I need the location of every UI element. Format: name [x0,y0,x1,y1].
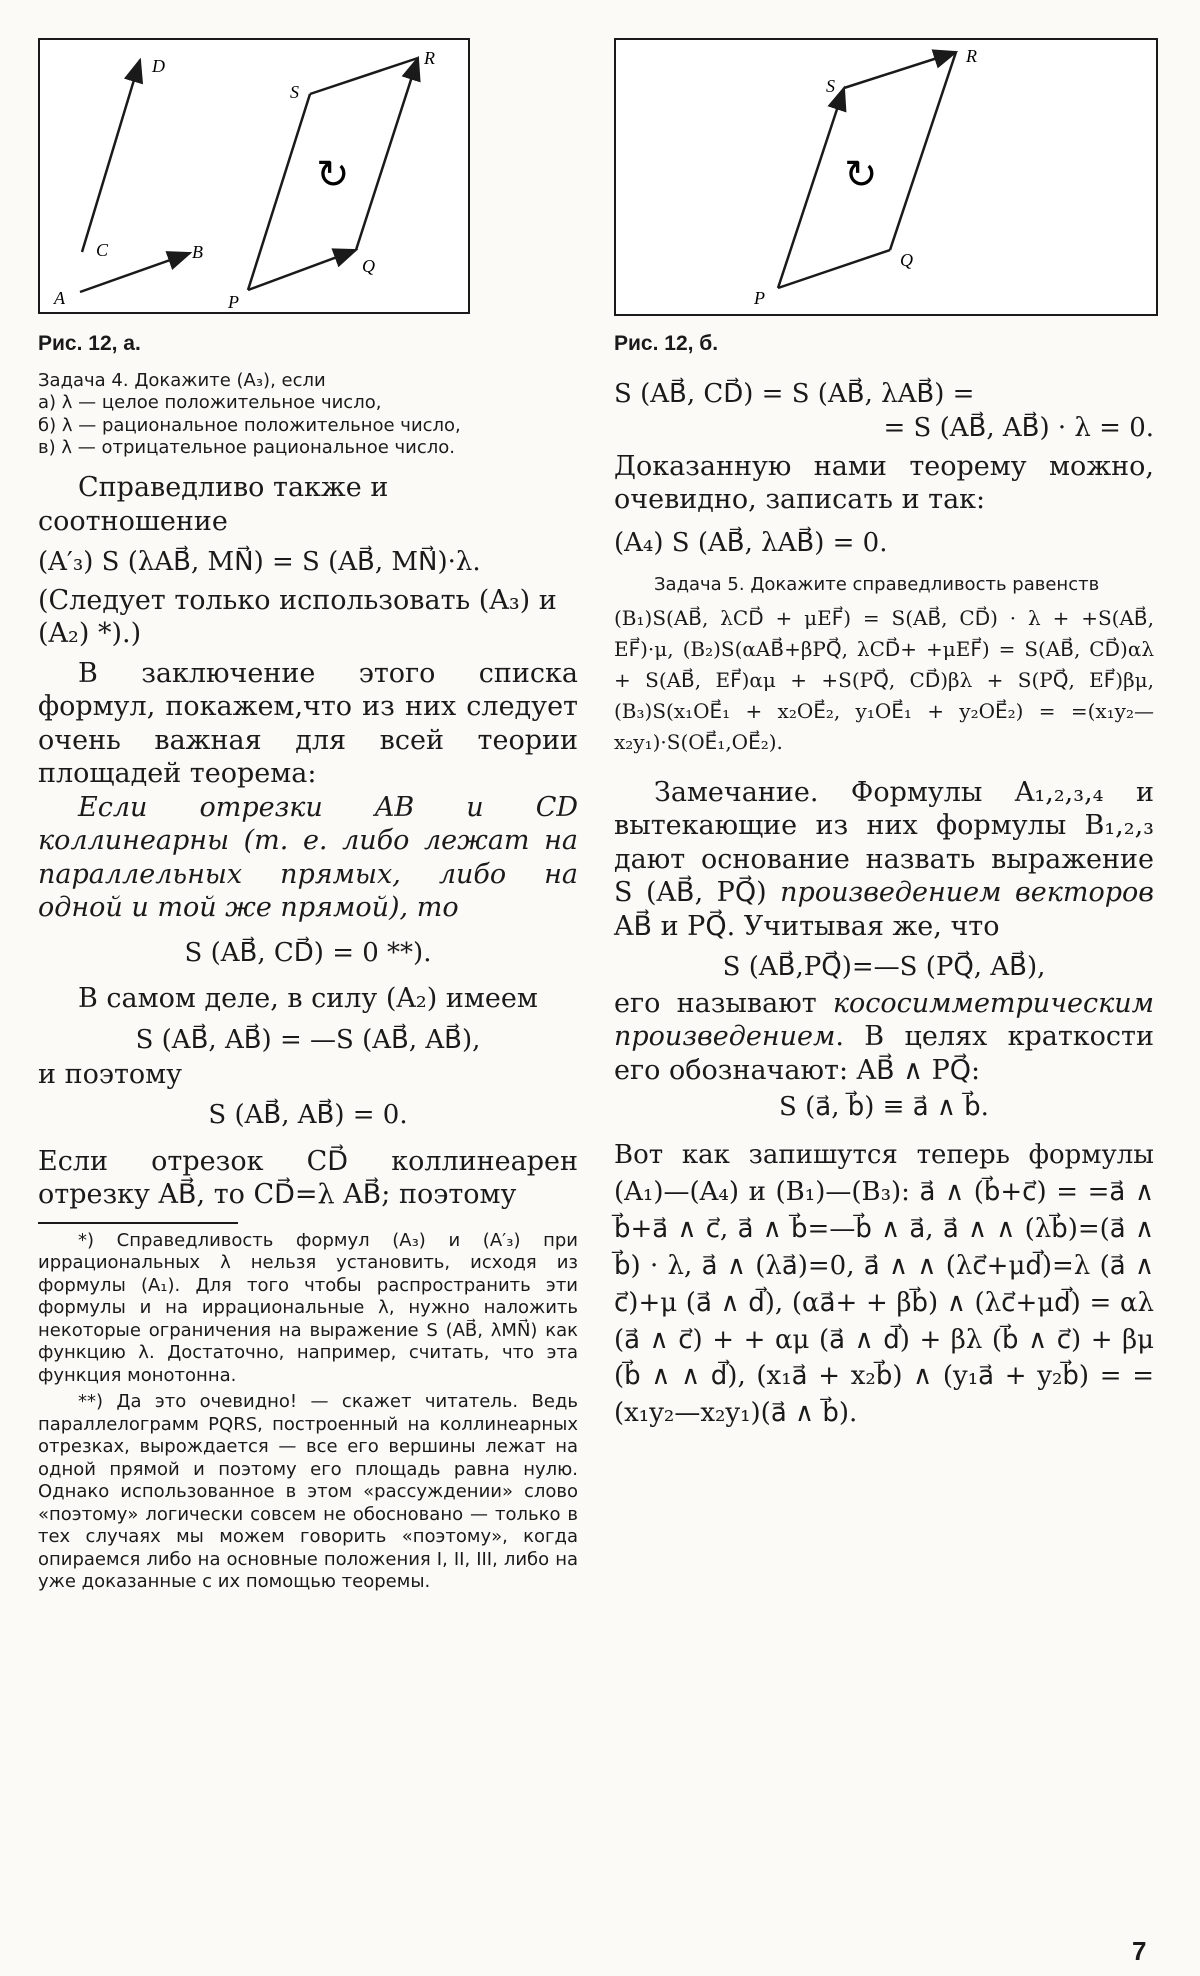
label-p: P [754,288,765,308]
label-r: R [424,48,435,68]
footnote-divider [38,1222,238,1224]
remark-text: Замечание. Формулы A₁,₂,₃,₄ и вытекающие из них формулы B₁,₂,₃ дают основание назвать выражение S (AB⃗, PQ⃗) [614,776,1154,909]
page-number: 7 [1132,1936,1147,1966]
task-5-formulas: (B₁)S(AB⃗, λCD⃗ + μEF⃗) = S(AB⃗, CD⃗) · λ + +S(AB⃗, EF⃗)·μ, (B₂)S(αAB⃗+βPQ⃗, λCD⃗+ +μEF⃗) = S(AB⃗, CD⃗)αλ + S(AB⃗, EF⃗)αμ + +S(PQ⃗, CD⃗)βλ + S(PQ⃗, EF⃗)βμ, (B₃)S(x₁OE⃗₁ + x₂OE⃗₂, y₁OE⃗₁ + y₂OE⃗₂) = =(x₁y₂—x₂y₁)·S(OE⃗₁,OE⃗₂). [614,605,1154,754]
label-s: S [290,82,299,102]
paragraph: Доказанную нами теорему можно, очевидно, записать и так: [614,450,1154,516]
task-4 [38,370,578,459]
figure-12b-caption: Рис. 12, б. [614,332,719,355]
figure-12b-drawing [616,40,1156,314]
side-pq [248,250,356,290]
theorem-statement: Если отрезки AB и CD коллинеарны (т. е. либо лежат на параллельных прямых, либо на одной и той же прямой), то [38,791,578,924]
paragraph: В самом деле, в силу (A₂) имеем [78,983,538,1015]
footnote-1: *) Справедливость формул (A₃) и (A′₃) при иррациональных λ нельзя установить, исходя из формулы (A₁). Для того чтобы распространить эти формулы и на иррациональные λ, нужно наложить некоторые ограничения на выражение S (AB⃗, λMN⃗) как функцию λ. Достаточно, например, считать, что эта функция монотонна. [38,1229,578,1386]
paragraph: и поэтому [38,1058,183,1090]
side-qr [356,58,418,250]
side-ps [248,94,310,290]
paragraph-text: . В целях краткости его обозначают: AB⃗ ∧ PQ⃗: [614,1021,1154,1086]
rotation-arrow-icon: ↻ [316,152,350,198]
label-r: R [966,46,977,66]
task-4-line: в) λ — отрицательное рациональное число. [38,436,455,458]
formula: S (a⃗, b⃗) ≡ a⃗ ∧ b⃗. [779,1092,989,1123]
paragraph: (Следует только использовать (A₃) и (A₂) *).) [38,584,557,650]
side-pq [778,250,890,288]
label-q: Q [900,250,913,270]
paragraph [614,987,1154,1087]
side-qr [890,52,956,250]
rotation-arrow-icon: ↻ [844,152,878,198]
label-q: Q [362,256,375,276]
formula: S (AB⃗, AB⃗) = 0. [208,1100,408,1131]
label-a: A [54,288,65,308]
task-5: Задача 5. Докажите справедливость равенств [654,574,1100,596]
figure-12a-drawing [40,40,468,312]
paragraph: В заключение этого списка формул, покажем,что из них следует очень важная для всей теории площадей теорема: [38,657,578,790]
paragraph-text: его называют [614,987,833,1019]
task-4-line: Задача 4. Докажите (A₃), если [38,370,326,391]
formula-theorem: S (AB⃗, CD⃗) = 0 **). [184,937,432,968]
formula: S (AB⃗,PQ⃗)=—S (PQ⃗, AB⃗), [722,951,1046,982]
figure-12b [614,38,1158,316]
formula: = S (AB⃗, AB⃗) · λ = 0. [883,412,1154,443]
label-b: B [192,242,203,262]
vector-cd [82,60,140,252]
figure-12a [38,38,470,314]
task-4-line: а) λ — целое положительное число, [38,392,382,414]
footnote-2: **) Да это очевидно! — скажет читатель. Ведь параллелограмм PQRS, построенный на коллинеарных отрезках, вырождается — все его вершины лежат на одной прямой и поэтому его площадь равна нулю. Однако использованное в этом «рассуждении» слово «поэтому» логически совсем не обосновано — только в тех случаях мы можем говорить «поэтому», когда опираемся либо на основные положения I, II, III, либо на уже доказанные с их помощью теоремы. [38,1391,578,1593]
formula-a3-prime: (A′₃) S (λAB⃗, MN⃗) = S (AB⃗, MN⃗)·λ. [38,547,481,578]
side-ps [778,88,844,288]
label-d: D [152,56,165,76]
formula-a4: (A₄) S (AB⃗, λAB⃗) = 0. [614,527,888,558]
figure-12a-caption: Рис. 12, а. [38,332,141,355]
formula: S (AB⃗, CD⃗) = S (AB⃗, λAB⃗) = [614,379,975,409]
task-4-line: б) λ — рациональное положительное число, [38,414,461,436]
remark [614,776,1154,943]
side-sr [844,52,956,88]
paragraph: Если отрезок CD⃗ коллинеарен отрезку AB⃗, то CD⃗=λ AB⃗; поэтому [38,1146,578,1211]
paragraph-formulas: Вот как запишутся теперь формулы (A₁)—(A₄) и (B₁)—(B₃): a⃗ ∧ (b⃗+c⃗) = =a⃗ ∧ b⃗+a⃗ ∧ c⃗, a⃗ ∧ b⃗=—b⃗ ∧ a⃗, a⃗ ∧ ∧ (λb⃗)=(a⃗ ∧ b⃗) · λ, a⃗ ∧ (λa⃗)=0, a⃗ ∧ ∧ (λc⃗+μd⃗)=λ (a⃗ ∧ c⃗)+μ (a⃗ ∧ d⃗), (αa⃗+ + βb⃗) ∧ (λc⃗+μd⃗) = αλ (a⃗ ∧ c⃗) + + αμ (a⃗ ∧ d⃗) + βλ (b⃗ ∧ c⃗) + βμ (b⃗ ∧ ∧ d⃗), (x₁a⃗ + x₂b⃗) ∧ (y₁a⃗ + y₂b⃗) = =(x₁y₂—x₂y₁)(a⃗ ∧ b⃗). [614,1139,1154,1429]
label-s: S [826,76,835,96]
label-c: C [96,240,109,260]
left-column [38,370,578,1594]
paragraph: Справедливо также и соотношение [38,472,389,537]
label-p: P [228,292,239,312]
remark-text: AB⃗ и PQ⃗. Учитывая же, что [614,910,1000,942]
remark-term: произведением векторов [780,877,1154,909]
paragraph-term: кососимметрическим произведением [614,987,1154,1053]
formula: S (AB⃗, AB⃗) = —S (AB⃗, AB⃗), [135,1024,481,1055]
right-column [614,378,1154,1432]
side-sr [310,58,418,94]
